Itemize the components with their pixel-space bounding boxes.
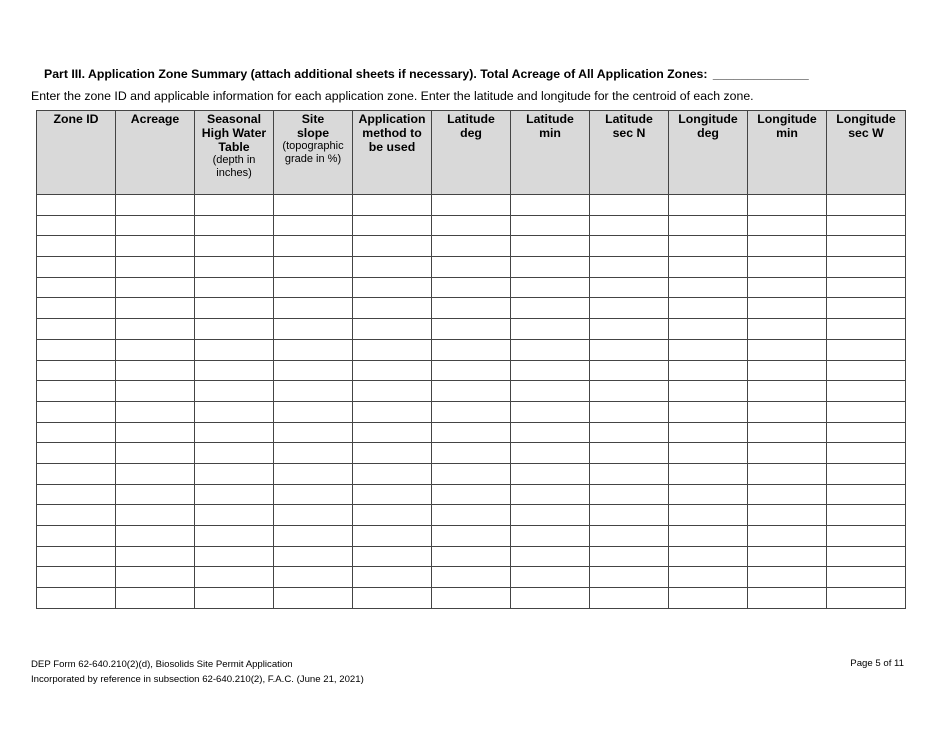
table-cell[interactable] xyxy=(511,443,590,464)
table-cell[interactable] xyxy=(432,298,511,319)
table-cell[interactable] xyxy=(116,422,195,443)
table-cell[interactable] xyxy=(669,401,748,422)
table-cell[interactable] xyxy=(353,526,432,547)
table-cell[interactable] xyxy=(511,298,590,319)
table-row xyxy=(37,526,906,547)
table-cell[interactable] xyxy=(353,401,432,422)
table-cell[interactable] xyxy=(274,195,353,216)
table-cell[interactable] xyxy=(590,443,669,464)
table-cell[interactable] xyxy=(511,215,590,236)
column-header-note: (depth in xyxy=(212,154,256,166)
table-cell[interactable] xyxy=(37,526,116,547)
table-cell[interactable] xyxy=(116,236,195,257)
table-cell[interactable] xyxy=(511,195,590,216)
column-header-line: slope xyxy=(296,126,330,140)
table-cell[interactable] xyxy=(274,546,353,567)
table-cell[interactable] xyxy=(748,546,827,567)
table-cell[interactable] xyxy=(116,526,195,547)
table-cell[interactable] xyxy=(37,401,116,422)
table-cell[interactable] xyxy=(353,215,432,236)
table-cell[interactable] xyxy=(827,381,906,402)
table-cell[interactable] xyxy=(432,236,511,257)
table-cell[interactable] xyxy=(116,298,195,319)
table-cell[interactable] xyxy=(748,319,827,340)
table-cell[interactable] xyxy=(353,319,432,340)
table-cell[interactable] xyxy=(195,443,274,464)
table-body xyxy=(37,195,906,609)
table-cell[interactable] xyxy=(274,422,353,443)
table-cell[interactable] xyxy=(274,236,353,257)
table-cell[interactable] xyxy=(590,422,669,443)
column-header-line: Longitude xyxy=(757,112,817,126)
table-cell[interactable] xyxy=(827,505,906,526)
table-cell[interactable] xyxy=(748,401,827,422)
section-title: Part III. Application Zone Summary (attach additional sheets if necessary). Total Acreage of All Application Zones: xyxy=(44,67,708,81)
table-cell[interactable] xyxy=(116,381,195,402)
table-cell[interactable] xyxy=(590,526,669,547)
table-cell[interactable] xyxy=(37,463,116,484)
table-cell[interactable] xyxy=(669,381,748,402)
table-cell[interactable] xyxy=(353,339,432,360)
table-cell[interactable] xyxy=(195,567,274,588)
table-cell[interactable] xyxy=(353,546,432,567)
table-cell[interactable] xyxy=(37,360,116,381)
table-cell[interactable] xyxy=(748,195,827,216)
table-cell[interactable] xyxy=(669,277,748,298)
table-cell[interactable] xyxy=(116,319,195,340)
table-cell[interactable] xyxy=(669,195,748,216)
table-cell[interactable] xyxy=(748,567,827,588)
table-cell[interactable] xyxy=(353,463,432,484)
table-cell[interactable] xyxy=(590,319,669,340)
table-cell[interactable] xyxy=(195,546,274,567)
table-cell[interactable] xyxy=(827,298,906,319)
table-cell[interactable] xyxy=(827,319,906,340)
table-cell[interactable] xyxy=(827,215,906,236)
column-header-line: deg xyxy=(460,126,482,140)
table-row xyxy=(37,360,906,381)
table-cell[interactable] xyxy=(353,422,432,443)
table-cell[interactable] xyxy=(195,319,274,340)
table-cell[interactable] xyxy=(511,484,590,505)
table-cell[interactable] xyxy=(353,484,432,505)
table-cell[interactable] xyxy=(511,319,590,340)
table-cell[interactable] xyxy=(669,526,748,547)
table-cell[interactable] xyxy=(669,505,748,526)
footer-incorporated: Incorporated by reference in subsection 62-640.210(2), F.A.C. (June 21, 2021) xyxy=(31,674,364,685)
table-cell[interactable] xyxy=(590,484,669,505)
table-cell[interactable] xyxy=(195,298,274,319)
table-cell[interactable] xyxy=(37,381,116,402)
table-cell[interactable] xyxy=(511,588,590,609)
table-cell[interactable] xyxy=(511,236,590,257)
table-cell[interactable] xyxy=(827,567,906,588)
table-cell[interactable] xyxy=(432,215,511,236)
column-header xyxy=(432,111,511,195)
table-cell[interactable] xyxy=(590,277,669,298)
column-header-line: Acreage xyxy=(130,112,180,126)
table-cell[interactable] xyxy=(432,195,511,216)
table-cell[interactable] xyxy=(511,401,590,422)
table-cell[interactable] xyxy=(748,443,827,464)
column-header-line: min xyxy=(539,126,561,140)
table-cell[interactable] xyxy=(748,588,827,609)
table-row xyxy=(37,567,906,588)
table-cell[interactable] xyxy=(511,277,590,298)
table-cell[interactable] xyxy=(669,463,748,484)
table-cell[interactable] xyxy=(195,257,274,278)
table-cell[interactable] xyxy=(432,401,511,422)
table-cell[interactable] xyxy=(274,298,353,319)
table-cell[interactable] xyxy=(511,567,590,588)
column-header-line: be used xyxy=(368,140,416,154)
column-header xyxy=(590,111,669,195)
table-cell[interactable] xyxy=(353,195,432,216)
table-cell[interactable] xyxy=(827,484,906,505)
table-cell[interactable] xyxy=(748,463,827,484)
table-cell[interactable] xyxy=(195,463,274,484)
table-cell[interactable] xyxy=(827,195,906,216)
table-cell[interactable] xyxy=(37,505,116,526)
table-cell[interactable] xyxy=(669,298,748,319)
table-row xyxy=(37,463,906,484)
table-row xyxy=(37,298,906,319)
table-cell[interactable] xyxy=(37,443,116,464)
table-cell[interactable] xyxy=(274,463,353,484)
table-cell[interactable] xyxy=(37,298,116,319)
table-row xyxy=(37,277,906,298)
table-cell[interactable] xyxy=(748,339,827,360)
table-cell[interactable] xyxy=(590,215,669,236)
table-cell[interactable] xyxy=(37,236,116,257)
table-cell[interactable] xyxy=(511,360,590,381)
table-cell[interactable] xyxy=(274,215,353,236)
table-row xyxy=(37,195,906,216)
table-cell[interactable] xyxy=(432,443,511,464)
table-cell[interactable] xyxy=(432,360,511,381)
table-cell[interactable] xyxy=(195,215,274,236)
table-cell[interactable] xyxy=(511,422,590,443)
table-cell[interactable] xyxy=(37,257,116,278)
table-cell[interactable] xyxy=(827,526,906,547)
table-cell[interactable] xyxy=(116,195,195,216)
column-header-line: Latitude xyxy=(526,112,574,126)
table-cell[interactable] xyxy=(37,546,116,567)
table-cell[interactable] xyxy=(274,339,353,360)
table-cell[interactable] xyxy=(116,505,195,526)
table-row xyxy=(37,401,906,422)
table-cell[interactable] xyxy=(511,339,590,360)
column-header xyxy=(827,111,906,195)
table-cell[interactable] xyxy=(669,546,748,567)
table-cell[interactable] xyxy=(432,381,511,402)
table-cell[interactable] xyxy=(432,319,511,340)
column-header xyxy=(195,111,274,195)
page-number: Page 5 of 11 xyxy=(850,658,904,669)
table-cell[interactable] xyxy=(590,257,669,278)
table-cell[interactable] xyxy=(511,526,590,547)
table-cell[interactable] xyxy=(274,257,353,278)
column-header-line: Application xyxy=(358,112,426,126)
application-zone-table xyxy=(36,110,906,609)
table-cell[interactable] xyxy=(274,401,353,422)
table-cell[interactable] xyxy=(37,277,116,298)
table-cell[interactable] xyxy=(116,588,195,609)
table-cell[interactable] xyxy=(37,422,116,443)
footer-form-name: DEP Form 62-640.210(2)(d), Biosolids Site Permit Application xyxy=(31,659,293,670)
table-cell[interactable] xyxy=(195,484,274,505)
table-cell[interactable] xyxy=(590,195,669,216)
table-cell[interactable] xyxy=(274,277,353,298)
column-header-line: sec N xyxy=(612,126,646,140)
table-cell[interactable] xyxy=(827,360,906,381)
table-cell[interactable] xyxy=(274,567,353,588)
column-header-line: Latitude xyxy=(605,112,653,126)
total-acreage-blank[interactable]: ______________ xyxy=(712,67,809,81)
table-header-row xyxy=(37,111,906,195)
table-cell[interactable] xyxy=(353,588,432,609)
table-cell[interactable] xyxy=(116,567,195,588)
table-row xyxy=(37,319,906,340)
table-cell[interactable] xyxy=(432,588,511,609)
table-cell[interactable] xyxy=(432,484,511,505)
table-cell[interactable] xyxy=(432,505,511,526)
table-cell[interactable] xyxy=(116,463,195,484)
table-cell[interactable] xyxy=(353,298,432,319)
table-row xyxy=(37,443,906,464)
table-cell[interactable] xyxy=(274,588,353,609)
table-cell[interactable] xyxy=(195,339,274,360)
table-cell[interactable] xyxy=(116,401,195,422)
section-heading xyxy=(44,67,809,81)
column-header xyxy=(669,111,748,195)
table-cell[interactable] xyxy=(827,257,906,278)
table-cell[interactable] xyxy=(827,236,906,257)
table-cell[interactable] xyxy=(669,215,748,236)
table-cell[interactable] xyxy=(274,526,353,547)
table-cell[interactable] xyxy=(590,339,669,360)
table-cell[interactable] xyxy=(669,360,748,381)
column-header-line: Site xyxy=(301,112,325,126)
table-cell[interactable] xyxy=(432,339,511,360)
column-header-line: min xyxy=(776,126,798,140)
table-cell[interactable] xyxy=(195,277,274,298)
table-cell[interactable] xyxy=(353,567,432,588)
table-cell[interactable] xyxy=(669,567,748,588)
table-cell[interactable] xyxy=(195,360,274,381)
table-cell[interactable] xyxy=(827,277,906,298)
column-header-line: deg xyxy=(697,126,719,140)
table-cell[interactable] xyxy=(748,484,827,505)
column-header-note: (topographic xyxy=(282,140,344,152)
table-cell[interactable] xyxy=(669,339,748,360)
table-cell[interactable] xyxy=(827,588,906,609)
column-header-line: Longitude xyxy=(836,112,896,126)
table-cell[interactable] xyxy=(827,443,906,464)
column-header-line: Latitude xyxy=(447,112,495,126)
table-cell[interactable] xyxy=(827,401,906,422)
table-cell[interactable] xyxy=(669,319,748,340)
table-cell[interactable] xyxy=(37,339,116,360)
column-header-line: Zone ID xyxy=(53,112,99,126)
column-header-line: method to xyxy=(362,126,422,140)
table-cell[interactable] xyxy=(116,546,195,567)
table-cell[interactable] xyxy=(669,422,748,443)
table-cell[interactable] xyxy=(116,277,195,298)
table-cell[interactable] xyxy=(432,422,511,443)
table-cell[interactable] xyxy=(353,443,432,464)
table-cell[interactable] xyxy=(353,277,432,298)
table-row xyxy=(37,484,906,505)
column-header-line: Seasonal xyxy=(207,112,261,126)
footer-form-info xyxy=(31,657,364,687)
table-cell[interactable] xyxy=(511,257,590,278)
table-cell[interactable] xyxy=(37,215,116,236)
column-header xyxy=(353,111,432,195)
table-cell[interactable] xyxy=(195,526,274,547)
table-cell[interactable] xyxy=(353,360,432,381)
table-row xyxy=(37,215,906,236)
table-cell[interactable] xyxy=(274,505,353,526)
table-cell[interactable] xyxy=(748,360,827,381)
table-cell[interactable] xyxy=(590,505,669,526)
table-cell[interactable] xyxy=(827,463,906,484)
table-cell[interactable] xyxy=(37,484,116,505)
table-cell[interactable] xyxy=(511,505,590,526)
table-cell[interactable] xyxy=(116,443,195,464)
column-header-note: inches) xyxy=(216,167,252,179)
column-header-line: Table xyxy=(218,140,250,154)
table-cell[interactable] xyxy=(511,546,590,567)
table-cell[interactable] xyxy=(432,463,511,484)
table-cell[interactable] xyxy=(195,505,274,526)
table-cell[interactable] xyxy=(590,567,669,588)
table-cell[interactable] xyxy=(274,484,353,505)
table-cell[interactable] xyxy=(748,526,827,547)
table-cell[interactable] xyxy=(195,588,274,609)
table-cell[interactable] xyxy=(432,277,511,298)
table-cell[interactable] xyxy=(590,236,669,257)
table-cell[interactable] xyxy=(748,505,827,526)
table-cell[interactable] xyxy=(116,484,195,505)
table-cell[interactable] xyxy=(590,381,669,402)
table-cell[interactable] xyxy=(432,526,511,547)
table-cell[interactable] xyxy=(748,422,827,443)
table-cell[interactable] xyxy=(274,443,353,464)
table-cell[interactable] xyxy=(195,195,274,216)
table-cell[interactable] xyxy=(37,588,116,609)
table-cell[interactable] xyxy=(669,588,748,609)
table-row xyxy=(37,257,906,278)
column-header xyxy=(511,111,590,195)
table-cell[interactable] xyxy=(195,381,274,402)
table-cell[interactable] xyxy=(669,257,748,278)
column-header-line: Longitude xyxy=(678,112,738,126)
column-header-line: sec W xyxy=(848,126,884,140)
table-cell[interactable] xyxy=(748,298,827,319)
column-header xyxy=(274,111,353,195)
table-cell[interactable] xyxy=(590,298,669,319)
table-cell[interactable] xyxy=(274,360,353,381)
table-row xyxy=(37,505,906,526)
table-cell[interactable] xyxy=(37,319,116,340)
column-header xyxy=(748,111,827,195)
table-cell[interactable] xyxy=(827,546,906,567)
table-cell[interactable] xyxy=(590,546,669,567)
table-cell[interactable] xyxy=(37,195,116,216)
table-cell[interactable] xyxy=(353,381,432,402)
table-cell[interactable] xyxy=(274,319,353,340)
table-cell[interactable] xyxy=(669,484,748,505)
table-cell[interactable] xyxy=(590,401,669,422)
table-row xyxy=(37,422,906,443)
table-cell[interactable] xyxy=(195,236,274,257)
table-cell[interactable] xyxy=(827,422,906,443)
table-cell[interactable] xyxy=(353,257,432,278)
table-cell[interactable] xyxy=(116,360,195,381)
column-header xyxy=(116,111,195,195)
table-cell[interactable] xyxy=(353,236,432,257)
table-cell[interactable] xyxy=(432,567,511,588)
table-cell[interactable] xyxy=(511,463,590,484)
table-cell[interactable] xyxy=(353,505,432,526)
column-header-note: grade in %) xyxy=(284,153,342,165)
column-header xyxy=(37,111,116,195)
table-cell[interactable] xyxy=(748,215,827,236)
table-cell[interactable] xyxy=(195,401,274,422)
table-row xyxy=(37,546,906,567)
instructions-text: Enter the zone ID and applicable information for each application zone. Enter the latitude and longitude for the centroid of each zone. xyxy=(31,89,754,103)
table-cell[interactable] xyxy=(274,381,353,402)
table-cell[interactable] xyxy=(590,463,669,484)
table-row xyxy=(37,236,906,257)
table-cell[interactable] xyxy=(195,422,274,443)
table-row xyxy=(37,588,906,609)
table-row xyxy=(37,339,906,360)
table-cell[interactable] xyxy=(748,277,827,298)
table-cell[interactable] xyxy=(748,257,827,278)
table-cell[interactable] xyxy=(748,236,827,257)
table-cell[interactable] xyxy=(590,360,669,381)
table-cell[interactable] xyxy=(116,215,195,236)
table-cell[interactable] xyxy=(37,567,116,588)
column-header-line: High Water xyxy=(201,126,267,140)
table-cell[interactable] xyxy=(590,588,669,609)
table-cell[interactable] xyxy=(511,381,590,402)
table-cell[interactable] xyxy=(432,546,511,567)
table-cell[interactable] xyxy=(116,257,195,278)
table-cell[interactable] xyxy=(669,236,748,257)
table-cell[interactable] xyxy=(748,381,827,402)
table-cell[interactable] xyxy=(432,257,511,278)
table-cell[interactable] xyxy=(669,443,748,464)
table-cell[interactable] xyxy=(827,339,906,360)
table-row xyxy=(37,381,906,402)
table-cell[interactable] xyxy=(116,339,195,360)
